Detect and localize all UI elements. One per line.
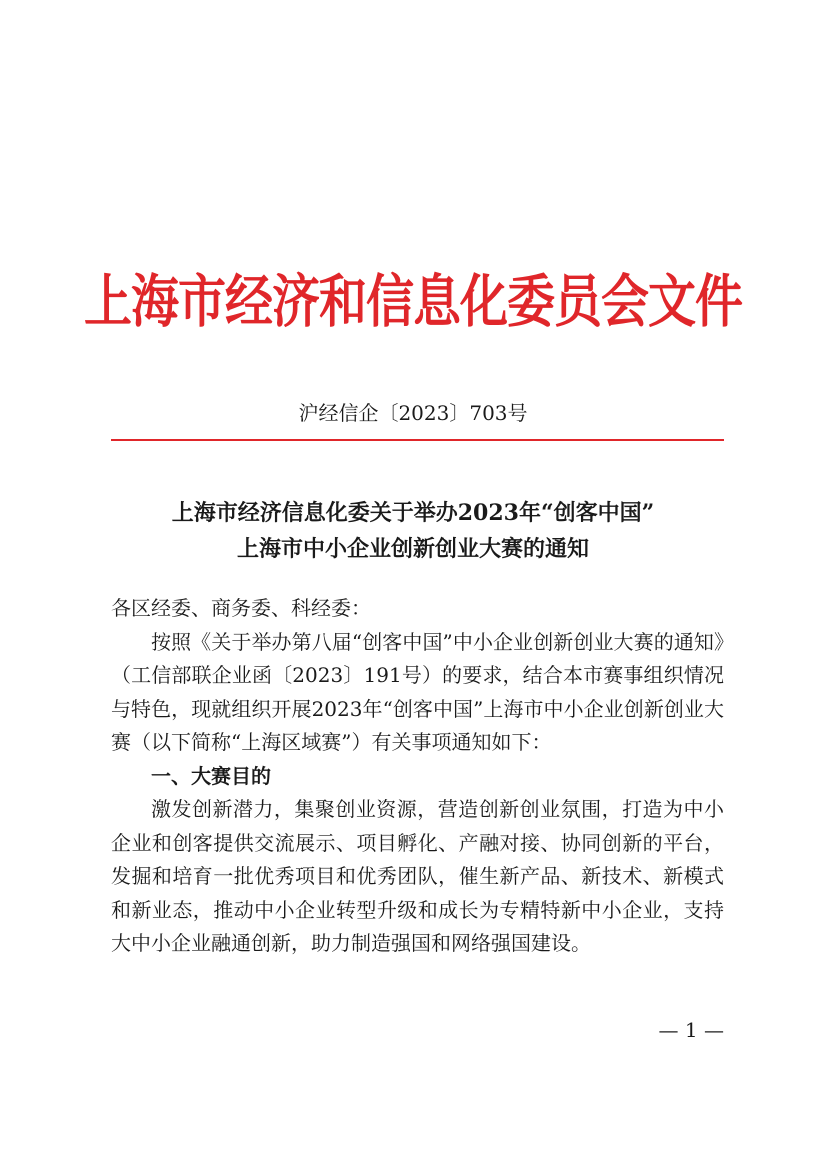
title-line-1: 上海市经济信息化委关于举办2023年“创客中国” (171, 500, 655, 526)
page-number: — 1 — (658, 1018, 724, 1042)
section-paragraph: 激发创新潜力，集聚创业资源，营造创新创业氛围，打造为中小企业和创客提供交流展示、项目孵化、产融对接、协同创新的平台，发掘和培育一批优秀项目和优秀团队，催生新产品、新技术、新模式和新业态，推动中小企业转型升级和成长为专精特新中小企业，支持大中小企业融通创新，助力制造强国和网络强国建设。 (111, 797, 724, 955)
section-heading: 一、大赛目的 (151, 763, 271, 788)
document-number: 沪经信企〔2023〕703号 (298, 401, 528, 425)
document-body (111, 592, 724, 961)
document-title (0, 495, 826, 567)
intro-paragraph: 按照《关于举办第八届“创客中国”中小企业创新创业大赛的通知》（工信部联企业函〔2023〕191号）的要求，结合本市赛事组织情况与特色，现就组织开展2023年“创客中国”上海市中小企业创新创业大赛（以下简称“上海区域赛”）有关事项通知如下： (111, 629, 724, 754)
issuer-header: 上海市经济和信息化委员会文件 (83, 268, 742, 336)
title-line-2: 上海市中小企业创新创业大赛的通知 (236, 536, 589, 562)
salutation: 各区经委、商务委、科经委： (111, 596, 371, 620)
red-divider-line (111, 439, 724, 441)
